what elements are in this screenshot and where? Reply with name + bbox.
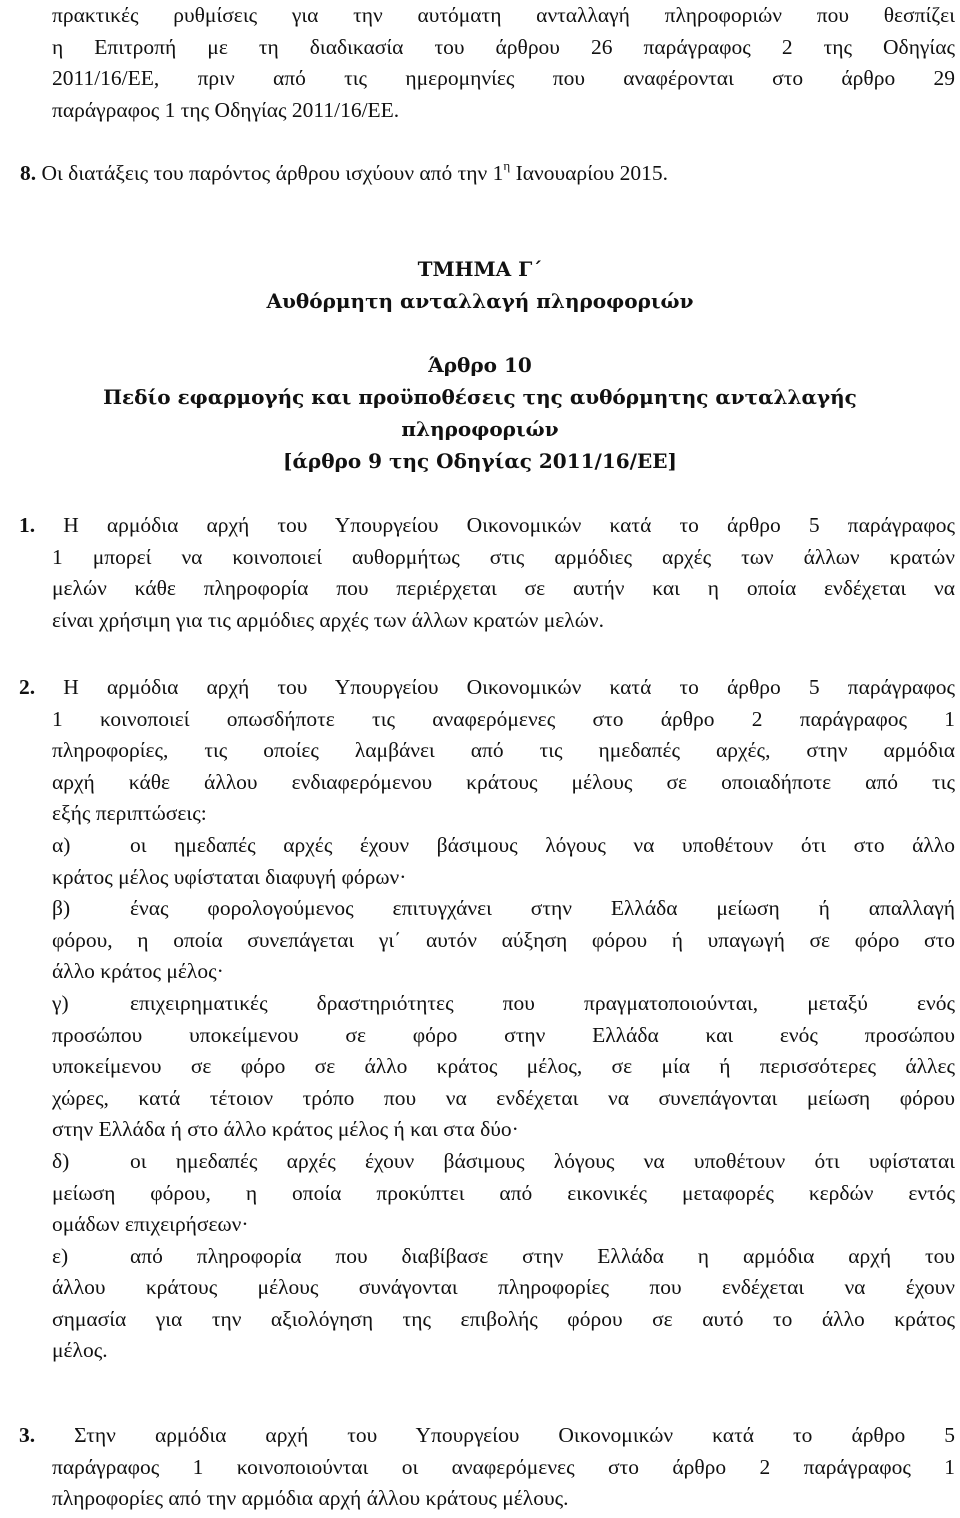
list-item-text: άλλου κράτους μέλους συνάγονται πληροφορίες που ενδέχεται να έχουν <box>52 1275 955 1300</box>
text-line: Η αρμόδια αρχή του Υπουργείου Οικονομικών κατά το άρθρο 5 παράγραφος <box>63 513 955 537</box>
paragraph-number: 3. <box>19 1423 36 1447</box>
list-item-text: οι ημεδαπές αρχές έχουν βάσιμους λόγους να υποθέτουν ότι υφίσταται <box>130 1148 955 1173</box>
paragraph-3 <box>19 1420 955 1515</box>
article-reference: [άρθρο 9 της Οδηγίας 2011/16/ΕΕ] <box>283 449 677 473</box>
list-item-label: α) <box>52 832 71 857</box>
text-line: πληροφορίες, τις οποίες λαμβάνει από τις ημεδαπές αρχές, στην αρμόδια <box>52 738 955 763</box>
article-title-continued: πληροφοριών <box>401 417 559 441</box>
list-item-label: β) <box>52 896 71 921</box>
text-line: 1 κοινοποιεί οπωσδήποτε τις αναφερόμενες στο άρθρο 2 παράγραφος 1 <box>52 706 955 731</box>
list-item-label: δ) <box>52 1148 70 1173</box>
section-subtitle: Αυθόρμητη ανταλλαγή πληροφοριών <box>266 289 694 313</box>
text-line: παράγραφος 1 της Οδηγίας 2011/16/ΕΕ. <box>52 97 400 122</box>
list-item-text: χώρες, κατά τέτοιον τρόπο που να ενδέχεται να συνεπάγονται μείωση φόρου <box>52 1085 955 1110</box>
list-item <box>52 988 955 1146</box>
paragraph-number: 8. <box>20 161 37 185</box>
text-line: η Επιτροπή με τη διαδικασία του άρθρου 26 παράγραφος 2 της Οδηγίας <box>52 34 955 59</box>
paragraph-8 <box>20 158 955 190</box>
text-line: παράγραφος 1 κοινοποιούνται οι αναφερόμενες στο άρθρο 2 παράγραφος 1 <box>52 1454 955 1479</box>
ordinal-suffix: η <box>503 157 511 173</box>
article-heading: Άρθρο 10 <box>428 353 532 377</box>
list-item <box>52 830 955 893</box>
list-item-text: μείωση φόρου, η οποία προκύπτει από εικονικές μεταφορές κερδών εντός <box>52 1180 955 1205</box>
list-item-label: γ) <box>52 990 69 1015</box>
list-item-text: προσώπου υποκείμενου σε φόρο στην Ελλάδα και ενός προσώπου <box>52 1022 955 1047</box>
list-item <box>52 1146 955 1241</box>
text-line: μελών κάθε πληροφορία που περιέρχεται σε αυτήν και η οποία ενδέχεται να <box>52 576 955 601</box>
list-item-text: ένας φορολογούμενος επιτυγχάνει στην Ελλάδα μείωση ή απαλλαγή <box>130 896 955 921</box>
text-line: πληροφορίες από την αρμόδια αρχή άλλου κράτους μέλους. <box>52 1486 569 1511</box>
paragraph-text-end: Ιανουαρίου 2015. <box>510 161 669 185</box>
list-item-text: άλλο κράτος μέλος· <box>52 959 224 984</box>
list-item-text: κράτος μέλος υφίσταται διαφυγή φόρων· <box>52 864 407 889</box>
section-title: ΤΜΗΜΑ Γ΄ <box>417 257 543 281</box>
text-line: Η αρμόδια αρχή του Υπουργείου Οικονομικών κατά το άρθρο 5 παράγραφος <box>63 675 955 699</box>
paragraph-number: 2. <box>19 675 36 699</box>
list-item-text: οι ημεδαπές αρχές έχουν βάσιμους λόγους να υποθέτουν ότι στο άλλο <box>130 832 955 857</box>
list-item-text: σημασία για την αξιολόγηση της επιβολής φόρου σε αυτό το άλλο κράτος <box>52 1306 955 1331</box>
list-item-text: επιχειρηματικές δραστηριότητες που πραγματοποιούνται, μεταξύ ενός <box>130 990 955 1015</box>
list-item <box>52 1241 955 1367</box>
list-item-text: στην Ελλάδα ή στο άλλο κράτος μέλος ή και στα δύο· <box>52 1117 519 1142</box>
text-line: 2011/16/ΕΕ, πριν από τις ημερομηνίες που αναφέρονται στο άρθρο 29 <box>52 66 955 91</box>
paragraph-number: 1. <box>19 513 36 537</box>
list-item-text: μέλος. <box>52 1338 108 1363</box>
text-line: εξής περιπτώσεις: <box>52 801 207 826</box>
text-line: είναι χρήσιμη για τις αρμόδιες αρχές των άλλων κρατών μελών. <box>52 607 604 632</box>
list-item-text: από πληροφορία που διαβίβασε στην Ελλάδα η αρμόδια αρχή του <box>130 1243 955 1268</box>
list-item-text: υποκείμενου σε φόρο σε άλλο κράτος μέλος, σε μία ή περισσότερες άλλες <box>52 1054 955 1079</box>
text-line: Στην αρμόδια αρχή του Υπουργείου Οικονομικών κατά το άρθρο 5 <box>74 1423 955 1447</box>
text-line: 1 μπορεί να κοινοποιεί αυθορμήτως στις αρμόδιες αρχές των άλλων κρατών <box>52 544 955 569</box>
intro-paragraph <box>52 0 955 126</box>
paragraph-1 <box>19 510 955 636</box>
text-line: αρχή κάθε άλλου ενδιαφερόμενου κράτους μέλους σε οποιαδήποτε από τις <box>52 769 955 794</box>
list-item-text: ομάδων επιχειρήσεων· <box>52 1212 249 1237</box>
text-line: πρακτικές ρυθμίσεις για την αυτόματη ανταλλαγή πληροφοριών που θεσπίζει <box>52 3 955 27</box>
article-title: Πεδίο εφαρμογής και προϋποθέσεις της αυθόρμητης ανταλλαγής <box>103 385 857 409</box>
list-item <box>52 893 955 988</box>
paragraph-text: Οι διατάξεις του παρόντος άρθρου ισχύουν από την 1 <box>41 161 504 185</box>
list-item-text: φόρου, η οποία συνεπάγεται γι΄ αυτόν αύξηση φόρου ή υπαγωγή σε φόρο στο <box>52 927 955 952</box>
list-item-label: ε) <box>52 1243 69 1268</box>
paragraph-2 <box>19 672 955 1367</box>
